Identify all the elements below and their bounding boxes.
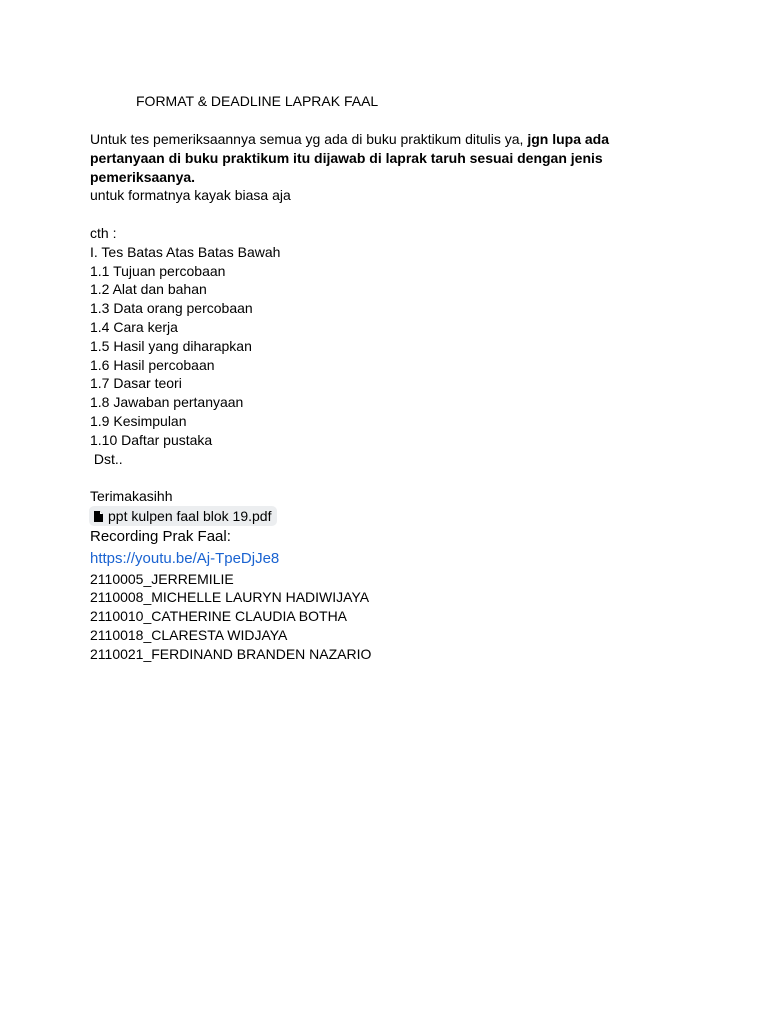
thanks-text: Terimakasihh — [90, 488, 173, 504]
outline-item: 1.3 Data orang percobaan — [90, 300, 253, 316]
document-title: FORMAT & DEADLINE LAPRAK FAAL — [136, 93, 379, 109]
student-entry: 2110018_CLARESTA WIDJAYA — [90, 627, 288, 643]
outline-item: 1.2 Alat dan bahan — [90, 281, 207, 297]
outline-item: 1.10 Daftar pustaka — [90, 432, 213, 448]
student-entry: 2110005_JERREMILIE — [90, 571, 234, 587]
student-entry: 2110021_FERDINAND BRANDEN NAZARIO — [90, 646, 372, 662]
etc-text: Dst.. — [90, 451, 123, 467]
intro-bold-text: jgn lupa ada pertanyaan di buku praktikum itu dijawab di laprak taruh sesuai dengan jenis pemeriksaanya. — [90, 131, 610, 185]
recording-link[interactable]: https://youtu.be/Aj-TpeDjJe8 — [90, 550, 280, 567]
student-entry: 2110008_MICHELLE LAURYN HADIWIJAYA — [90, 589, 370, 605]
intro-plain-text: Untuk tes pemeriksaannya semua yg ada di buku praktikum ditulis ya, — [90, 131, 528, 147]
example-label: cth : — [90, 225, 117, 241]
student-entry: 2110010_CATHERINE CLAUDIA BOTHA — [90, 608, 348, 624]
recording-label: Recording Prak Faal: — [90, 528, 231, 545]
outline-item: 1.5 Hasil yang diharapkan — [90, 338, 252, 354]
file-icon — [94, 511, 103, 522]
outline-item: 1.7 Dasar teori — [90, 375, 182, 391]
attachment-chip[interactable] — [89, 506, 277, 526]
format-note: untuk formatnya kayak biasa aja — [90, 187, 291, 203]
intro-paragraph — [90, 130, 650, 187]
attachment-filename: ppt kulpen faal blok 19.pdf — [108, 508, 272, 524]
outline-item: 1.9 Kesimpulan — [90, 413, 187, 429]
outline-item: 1.1 Tujuan percobaan — [90, 263, 226, 279]
outline-item: 1.4 Cara kerja — [90, 319, 178, 335]
outline-item: 1.8 Jawaban pertanyaan — [90, 394, 244, 410]
outline-item: 1.6 Hasil percobaan — [90, 357, 215, 373]
section-heading: I. Tes Batas Atas Batas Bawah — [90, 244, 281, 260]
